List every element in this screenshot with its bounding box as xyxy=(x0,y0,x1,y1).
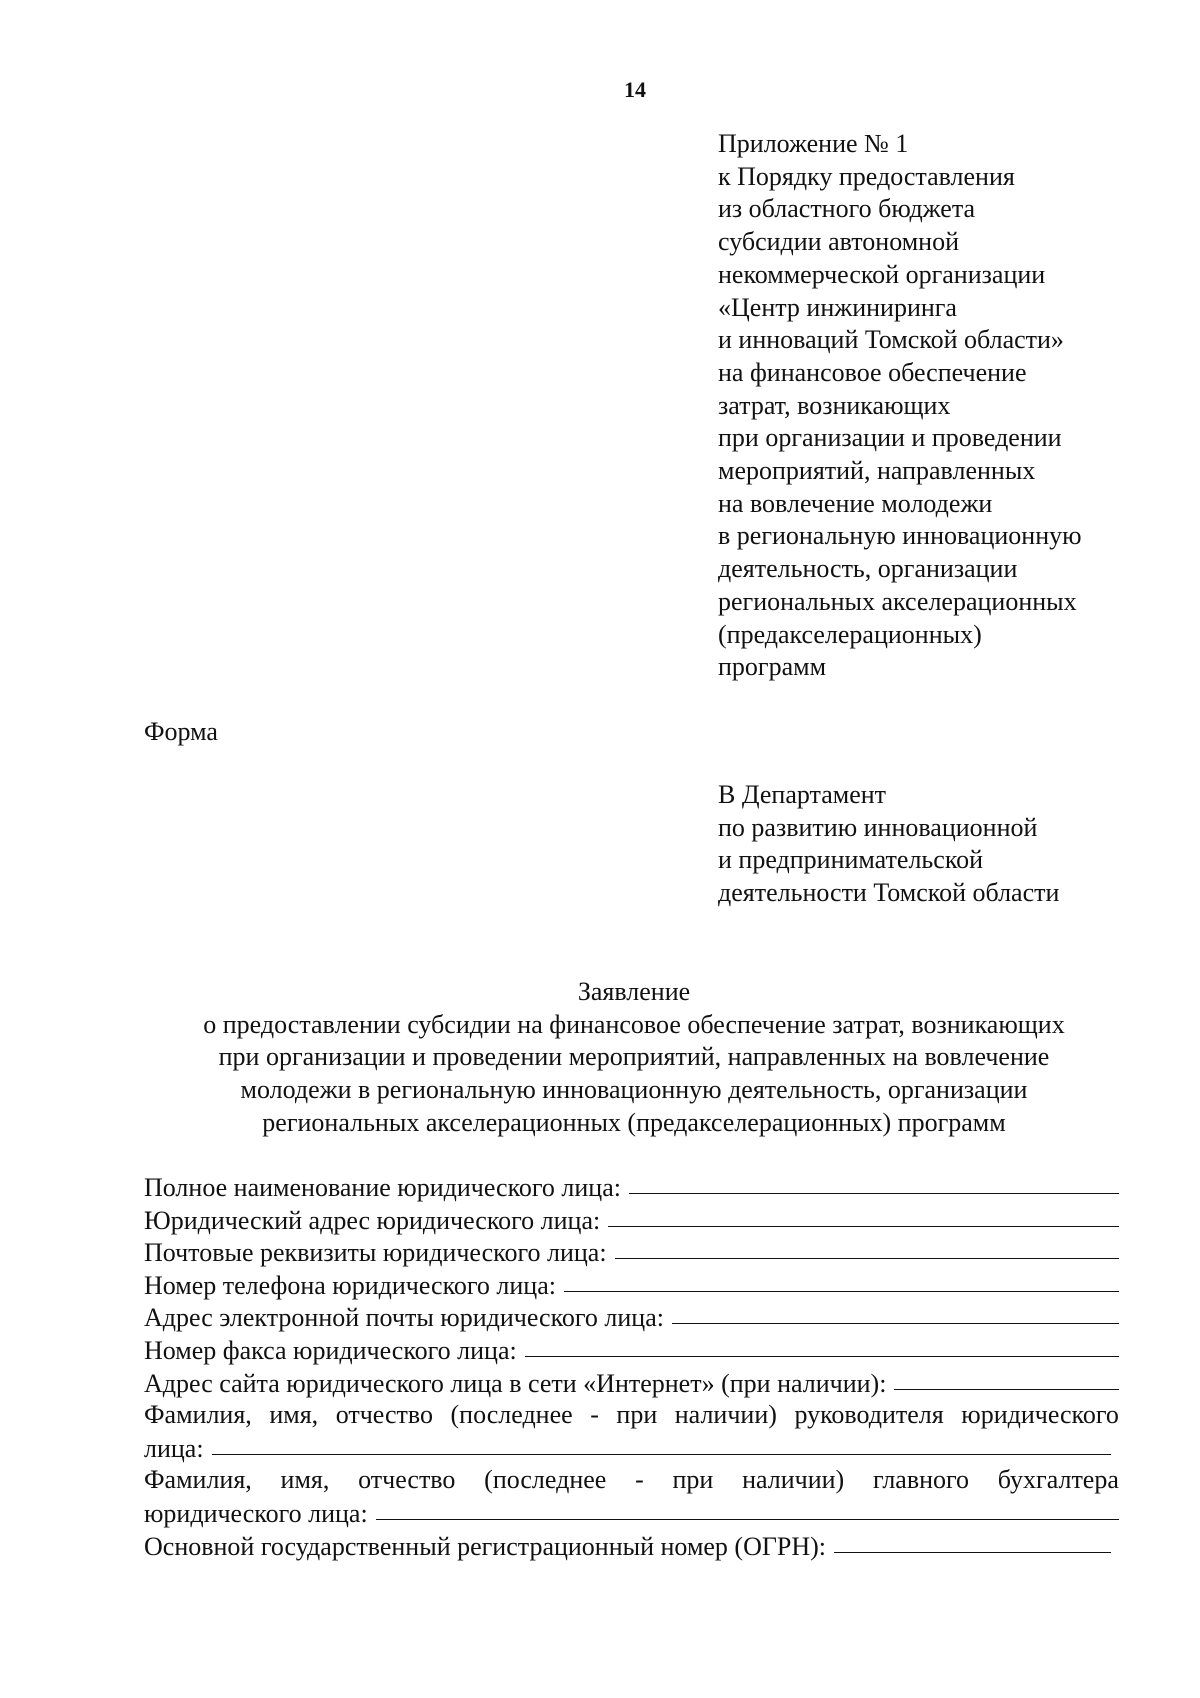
field-accountant-word: отчество xyxy=(358,1465,456,1495)
page-number: 14 xyxy=(624,77,646,102)
field-accountant-blank[interactable] xyxy=(376,1495,1119,1520)
appendix-line: деятельность, организации xyxy=(718,554,1018,584)
field-director-label-line1 xyxy=(144,1399,1119,1432)
appendix-line: программ xyxy=(718,652,827,682)
appendix-line: в региональную инновационную xyxy=(718,521,1082,551)
field-phone-blank[interactable] xyxy=(564,1267,1119,1292)
appendix-line: из областного бюджета xyxy=(718,194,976,224)
field-postal-details-blank[interactable] xyxy=(615,1234,1119,1259)
field-accountant-word: при xyxy=(672,1465,714,1495)
field-accountant xyxy=(144,1464,1119,1529)
field-fax-label: Номер факса юридического лица: xyxy=(144,1335,517,1365)
recipient-line: и предпринимательской xyxy=(718,845,984,875)
field-full-name xyxy=(144,1171,1119,1204)
appendix-line: некоммерческой организации xyxy=(718,259,1046,289)
appendix-line: (предакселерационных) xyxy=(718,619,982,649)
recipient-line: по развитию инновационной xyxy=(718,812,1038,842)
field-email-blank[interactable] xyxy=(672,1299,1119,1324)
field-legal-address xyxy=(144,1204,1119,1237)
field-ogrn-label: Основной государственный регистрационный номер (ОГРН): xyxy=(144,1531,827,1561)
statement-subtitle-line: молодежи в региональную инновационную деятельность, организации xyxy=(240,1075,1028,1105)
recipient-line: деятельности Томской области xyxy=(718,878,1060,908)
field-accountant-word: главного xyxy=(872,1465,970,1495)
field-director-word: (последнее xyxy=(450,1400,573,1430)
appendix-line: на вовлечение молодежи xyxy=(718,488,993,518)
field-accountant-line2 xyxy=(144,1497,1119,1530)
appendix-line: региональных акселерационных xyxy=(718,586,1077,616)
field-website-label: Адрес сайта юридического лица в сети «Интернет» (при наличии): xyxy=(144,1368,887,1398)
statement-subtitle-line: при организации и проведении мероприятий, направленных на вовлечение xyxy=(218,1042,1050,1072)
application-form-fields xyxy=(144,1171,1119,1562)
statement-subtitle-line: региональных акселерационных (предакселерационных) программ xyxy=(262,1107,1006,1137)
field-fax-blank[interactable] xyxy=(525,1332,1119,1357)
appendix-line: затрат, возникающих xyxy=(718,390,951,420)
appendix-line: при организации и проведении xyxy=(718,423,1062,453)
field-legal-address-blank[interactable] xyxy=(608,1202,1119,1227)
appendix-line: субсидии автономной xyxy=(718,227,959,257)
statement-subtitle-line: о предоставлении субсидии на финансовое обеспечение затрат, возникающих xyxy=(203,1009,1065,1039)
field-accountant-word: имя, xyxy=(280,1465,330,1495)
appendix-heading xyxy=(718,128,1082,684)
field-email-label: Адрес электронной почты юридического лица: xyxy=(144,1303,664,1333)
field-director-label-line2: лица: xyxy=(144,1433,204,1463)
appendix-line: мероприятий, направленных xyxy=(718,456,1036,486)
form-label: Форма xyxy=(144,717,218,746)
field-director-word: отчество xyxy=(335,1400,433,1430)
field-accountant-word: Фамилия, xyxy=(144,1465,252,1495)
field-postal-details xyxy=(144,1236,1119,1269)
recipient-block xyxy=(718,779,1059,910)
appendix-line: и инноваций Томской области» xyxy=(718,325,1064,355)
field-legal-address-label: Юридический адрес юридического лица: xyxy=(144,1205,601,1235)
field-website-blank[interactable] xyxy=(894,1365,1119,1390)
field-full-name-blank[interactable] xyxy=(629,1169,1119,1194)
field-ogrn xyxy=(144,1530,1119,1563)
appendix-line: «Центр инжиниринга xyxy=(718,292,957,322)
field-director-word: юридического xyxy=(961,1400,1119,1430)
field-phone-label: Номер телефона юридического лица: xyxy=(144,1270,556,1300)
appendix-line: Приложение № 1 xyxy=(718,129,909,158)
field-phone xyxy=(144,1269,1119,1302)
field-director-word: - xyxy=(590,1400,599,1430)
field-director-word: руководителя xyxy=(794,1400,944,1430)
recipient-line: В Департамент xyxy=(718,780,887,809)
field-accountant-word: наличии) xyxy=(742,1465,845,1495)
field-email xyxy=(144,1301,1119,1334)
appendix-line: на финансовое обеспечение xyxy=(718,357,1027,387)
field-ogrn-blank[interactable] xyxy=(834,1528,1111,1553)
field-accountant-label-line1 xyxy=(144,1464,1119,1497)
field-accountant-word: - xyxy=(635,1465,644,1495)
field-accountant-word: бухгалтера xyxy=(997,1465,1119,1495)
field-director-word: имя, xyxy=(269,1400,319,1430)
field-director xyxy=(144,1399,1119,1464)
field-director-word: наличии) xyxy=(674,1400,777,1430)
field-accountant-label-line2: юридического лица: xyxy=(144,1498,368,1528)
field-accountant-word: (последнее xyxy=(484,1465,607,1495)
statement-heading xyxy=(144,976,1124,1140)
field-postal-details-label: Почтовые реквизиты юридического лица: xyxy=(144,1238,607,1268)
field-director-blank[interactable] xyxy=(212,1430,1111,1455)
field-full-name-label: Полное наименование юридического лица: xyxy=(144,1173,621,1202)
statement-title: Заявление xyxy=(577,977,691,1006)
field-website xyxy=(144,1367,1119,1400)
appendix-line: к Порядку предоставления xyxy=(718,161,1015,191)
field-fax xyxy=(144,1334,1119,1367)
field-director-word: Фамилия, xyxy=(144,1400,252,1430)
field-director-line2 xyxy=(144,1432,1119,1465)
field-director-word: при xyxy=(616,1400,658,1430)
